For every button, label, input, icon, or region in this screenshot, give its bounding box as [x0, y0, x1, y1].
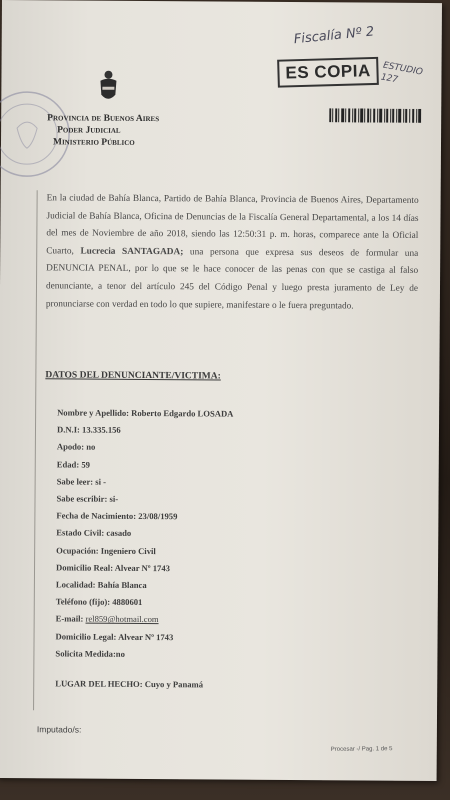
field-nickname: Apodo: no — [56, 441, 96, 453]
field-email — [56, 611, 232, 629]
institution-header — [47, 112, 159, 149]
field-age: Edad: 59 — [56, 459, 90, 470]
field-occupation: Ocupación: Ingeniero Civil — [56, 545, 156, 556]
declaration-paragraph — [46, 190, 419, 316]
section-title: DATOS DEL DENUNCIANTE/VICTIMA: — [45, 370, 221, 382]
handwritten-side-note: ESTUDIO 127 — [379, 60, 424, 86]
field-dni: D.N.I: 13.335.156 — [56, 424, 121, 436]
coat-of-arms-icon — [97, 69, 119, 105]
field-phone: Teléfono (fijo): 4880601 — [55, 596, 143, 608]
field-can-read: Sabe leer: si - — [56, 476, 107, 487]
field-birth-date: Fecha de Nacimiento: 23/08/1959 — [56, 510, 178, 522]
declaration-text-part2: una persona que expresa sus deseos de formular una DENUNCIA PENAL, por lo que se le hace conocer de las penas con que se castiga al falso denunciante, a tenor del artículo 245 del Código Penal y luego presta juramento de Ley de pronunciarse con verdad en todo lo que supiere, manifestare o le fuera preguntado. — [45, 247, 419, 312]
field-requested-measure: Solicita Medida:no — [55, 648, 125, 659]
field-locality: Localidad: Bahía Blanca — [55, 579, 147, 591]
accused-label: Imputado/s: — [36, 724, 82, 735]
complainant-fields — [55, 404, 233, 663]
field-can-write: Sabe escribir: si- — [56, 493, 119, 504]
copy-stamp: ES COPIA — [277, 57, 379, 88]
header-province: Provincia de Buenos Aires — [47, 113, 160, 125]
field-real-address: Domicilio Real: Alvear Nº 1743 — [56, 562, 170, 574]
incident-location: LUGAR DEL HECHO: Cuyo y Panamá — [55, 678, 204, 690]
page-footer: Procesar -/ Pag. 1 de 5 — [330, 746, 393, 753]
field-marital-status: Estado Civil: casado — [56, 527, 132, 539]
barcode — [329, 108, 421, 123]
header-judicial-power: Poder Judicial — [57, 125, 121, 136]
declaration-text-part1: En la ciudad de Bahía Blanca, Partido de Bahía Blanca, Provincia de Buenos Aires, Departamento Judicial de Bahía Blanca, Oficina de Denuncias de la Fiscalía General Departamental, a los 14 días del mes de Noviembre de año 2018, siendo las 12:50:31 p. m. horas, comparece ante la Oficial Cuarto, — [46, 193, 419, 257]
email-value: rel859@hotmail.com — [85, 614, 159, 625]
margin-line — [33, 190, 38, 710]
officer-name: Lucrecia SANTAGADA; — [80, 246, 184, 258]
field-name: Nombre y Apellido: Roberto Edgardo LOSADA — [57, 407, 234, 419]
field-legal-address: Domicilio Legal: Alvear Nº 1743 — [55, 631, 174, 642]
handwritten-note: Fiscalía Nº 2 — [293, 24, 375, 48]
email-label: E-mail: — [55, 613, 86, 625]
header-public-ministry: Ministerio Público — [52, 137, 135, 148]
